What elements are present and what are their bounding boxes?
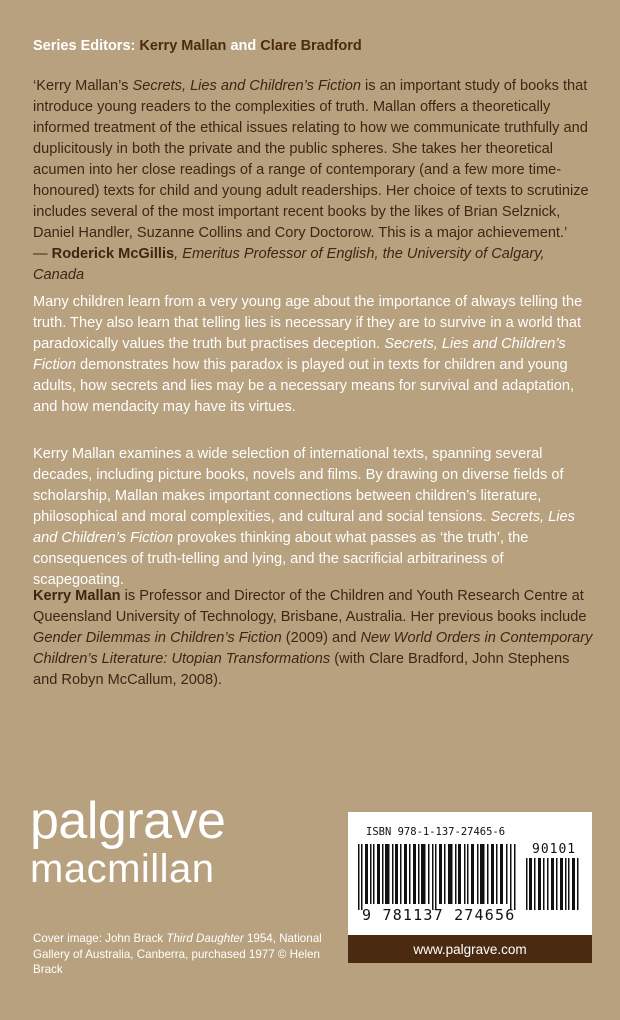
publisher-logo [30, 792, 226, 891]
publisher-url-text[interactable]: www.palgrave.com [413, 941, 527, 957]
author-book-1: Gender Dilemmas in Children’s Fiction [33, 630, 282, 646]
credit-work-title: Third Daughter [166, 932, 244, 945]
cover-image-credit [33, 931, 333, 978]
description-2-title: Secrets, Lies and Children’s Fiction [33, 509, 575, 546]
quote-text-2: is an important study of books that introduce young readers to the complexities of truth. Mallan offers a theoretically informed treatment of the ethical issues relating to how we communicate truthfully and duplicitously in both the private and the public spheres. She takes her theoretical acumen into her close readings of a range of contemporary (and a few more time-honoured) texts for child and young adult readerships. Her choice of texts to scrutinize includes several of the most important recent books by the likes of Brian Selznick, Daniel Handler, Suzanne Collins and Cory Doctorow. This is a major achievement.’ [33, 78, 589, 241]
author-bio-text-b: (2009) and [281, 630, 361, 646]
isbn-barcode [348, 812, 592, 935]
series-editor-2: Clare Bradford [260, 38, 362, 54]
description-1-title: Secrets, Lies and Children’s Fiction [33, 336, 566, 373]
quote-book-title: Secrets, Lies and Children’s Fiction [132, 78, 361, 94]
ean-barcode-bars [358, 844, 520, 910]
description-1-text-b: demonstrates how this paradox is played out in texts for children and young adults, how secrets and lies may be a necessary means for survival and adaptation, and how mendacity may have its virtues. [33, 357, 575, 415]
series-editors [33, 38, 362, 54]
quote-dash: — [33, 246, 52, 262]
series-editor-1: Kerry Mallan [139, 38, 227, 54]
series-editors-joiner: and [230, 38, 257, 54]
addon-digits: 90101 [532, 842, 577, 857]
description-1-text-a: Many children learn from a very young age about the importance of always telling the truth. They also learn that telling lies is necessary if they are to survive in a world that paradoxically values the truth but practises deception. [33, 294, 583, 352]
credit-text-a: Cover image: John Brack [33, 932, 167, 945]
description-2-text-a: Kerry Mallan examines a wide selection of international texts, spanning several decades, including picture books, novels and films. By drawing on diverse fields of scholarship, Mallan makes important connections between children’s literature, philosophical and moral complexities, and cultural and social tensions. [33, 446, 564, 525]
description-paragraph-1 [33, 292, 593, 418]
publisher-logo-line-1: palgrave [30, 792, 226, 850]
quote-attribution-name: Roderick McGillis [51, 246, 175, 262]
author-book-2: New World Orders in Contemporary Children’s Literature: Utopian Transformations [33, 630, 593, 667]
quote-attribution-title: , Emeritus Professor of English, the University of Calgary, Canada [33, 246, 545, 283]
endorsement-quote [33, 76, 593, 286]
description-2-text-b: provokes thinking about what passes as ‘the truth’, the consequences of truth-telling and lying, and the sacrificial arbitrariness of scapegoating. [33, 530, 529, 588]
author-bio-text-c: (with Clare Bradford, John Stephens and Robyn McCallum, 2008). [33, 651, 570, 688]
series-editors-label: Series Editors: [33, 38, 136, 54]
barcode-digits: 9 781137 274656 [362, 906, 516, 924]
quote-text-1: ‘Kerry Mallan’s [33, 78, 133, 94]
credit-text-b: 1954, National Gallery of Australia, Canberra, purchased 1977 © Helen Brack [33, 932, 322, 976]
publisher-logo-line-2: macmillan [30, 847, 215, 891]
author-bio [33, 586, 593, 691]
author-bio-text-a: is Professor and Director of the Children and Youth Research Centre at Queensland University of Technology, Brisbane, Australia. Her previous books include [33, 588, 587, 625]
isbn-text: ISBN 978-1-137-27465-6 [366, 826, 506, 838]
description-paragraph-2 [33, 444, 593, 591]
publisher-url[interactable] [348, 935, 592, 963]
author-name: Kerry Mallan [33, 588, 121, 604]
